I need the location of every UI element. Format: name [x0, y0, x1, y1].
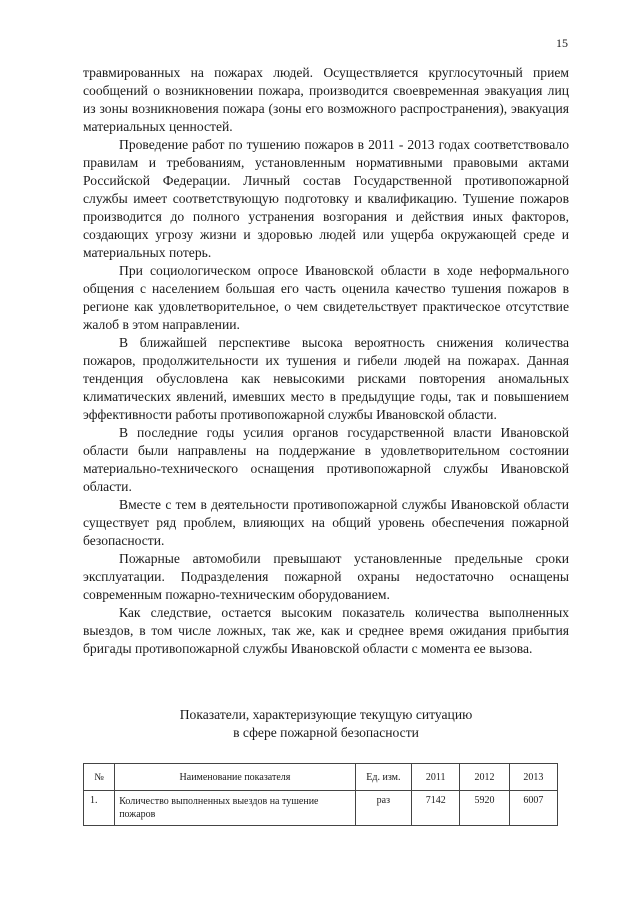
row-unit: раз — [355, 791, 411, 826]
header-unit: Ед. изм. — [355, 764, 411, 791]
paragraph: При социологическом опросе Ивановской области в ходе неформального общения с населением большая его часть оценила качество тушения пожаров в регионе как удовлетворительное, о чем свидетельствует практическое отсутствие жалоб в этом направлении. — [83, 263, 569, 332]
page-number: 15 — [556, 36, 568, 50]
paragraph: Пожарные автомобили превышают установленные предельные сроки эксплуатации. Подразделения пожарной охраны недостаточно оснащены современным пожарно-техническим оборудованием. — [83, 551, 569, 602]
header-year-2013: 2013 — [509, 764, 557, 791]
table-header-row — [84, 764, 558, 791]
row-number: 1. — [84, 791, 115, 826]
header-indicator-name: Наименование показателя — [115, 764, 356, 791]
row-value-2011: 7142 — [412, 791, 460, 826]
paragraph: В последние годы усилия органов государственной власти Ивановской области были направлены на поддержание в удовлетворительном состоянии материально-технического оснащения противопожарной службы Ивановской области. — [83, 425, 569, 494]
paragraph: травмированных на пожарах людей. Осуществляется круглосуточный прием сообщений о возникновении пожара, производится своевременная эвакуация лиц из зоны возникновения пожара (зоны его возможного распространения), эвакуация материальных ценностей. — [83, 65, 569, 134]
table-title-line-1: Показатели, характеризующие текущую ситуацию — [179, 707, 473, 722]
indicators-table — [83, 763, 558, 826]
header-year-2011: 2011 — [412, 764, 460, 791]
table-row — [84, 791, 558, 826]
paragraph: В ближайшей перспективе высока вероятность снижения количества пожаров, продолжительности их тушения и гибели людей на пожарах. Данная тенденция обусловлена как невысокими рисками повторения аномальных климатических явлений, имевших место в предыдущие годы, так и повышением эффективности работы противопожарной службы Ивановской области. — [83, 335, 569, 422]
paragraph: Проведение работ по тушению пожаров в 2011 - 2013 годах соответствовало правилам и требованиям, установленным нормативными правовыми актами Российской Федерации. Личный состав Государственной противопожарной службы имеет соответствующую подготовку и квалификацию. Тушение пожаров производится до полного устранения возгорания и действия иных факторов, создающих угрозу жизни и здоровью людей или ущерба окружающей среде и материальных потерь. — [83, 137, 569, 260]
header-year-2012: 2012 — [460, 764, 509, 791]
row-indicator-name: Количество выполненных выездов на тушение пожаров — [115, 791, 356, 826]
document-body — [83, 64, 569, 658]
paragraph: Как следствие, остается высоким показатель количества выполненных выездов, в том числе ложных, так же, как и среднее время ожидания прибытия бригады противопожарной службы Ивановской области с момента ее вызова. — [83, 605, 569, 656]
paragraph: Вместе с тем в деятельности противопожарной службы Ивановской области существует ряд проблем, влияющих на общий уровень обеспечения пожарной безопасности. — [83, 497, 569, 548]
table-title — [83, 706, 569, 742]
header-number: № — [84, 764, 115, 791]
row-value-2012: 5920 — [460, 791, 509, 826]
table-title-line-2: в сфере пожарной безопасности — [233, 725, 419, 740]
row-value-2013: 6007 — [509, 791, 557, 826]
